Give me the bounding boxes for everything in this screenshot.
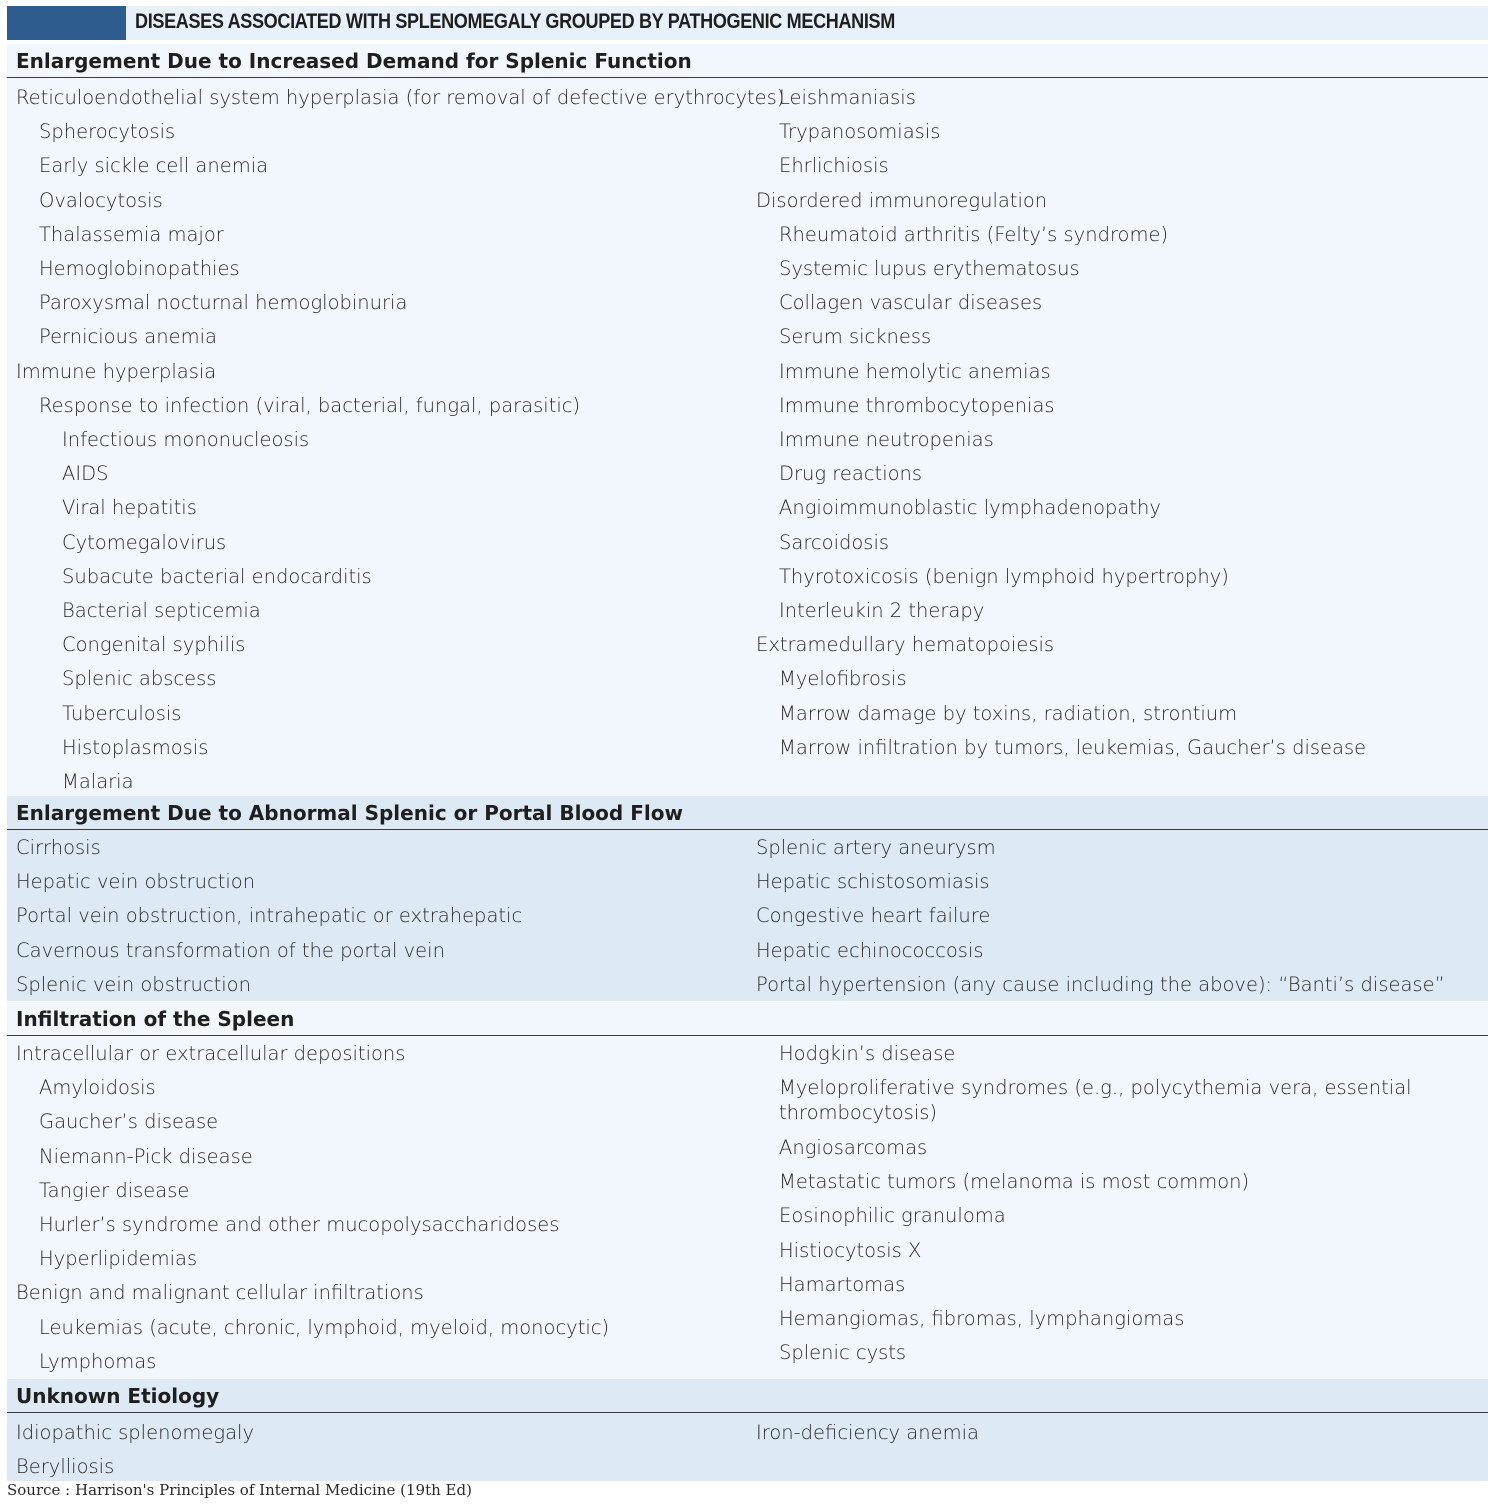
list-item: Serum sickness — [779, 325, 932, 349]
list-item: Immune neutropenias — [779, 428, 994, 451]
list-item: Metastatic tumors (melanoma is most common) — [779, 1170, 1250, 1194]
list-item: Response to infection (viral, bacterial, fungal, parasitic) — [39, 393, 581, 417]
list-item: Disordered immunoregulation — [756, 188, 1048, 212]
section-heading: Unknown Etiology — [16, 1384, 220, 1408]
list-item: Cavernous transformation of the portal vein — [16, 938, 445, 962]
list-item: Splenic artery aneurysm — [756, 836, 996, 859]
section-body-abnormal-flow — [7, 830, 1488, 1001]
list-item: Viral hepatitis — [62, 496, 197, 520]
list-item: Extramedullary hematopoiesis — [756, 633, 1055, 657]
section-heading: Enlargement Due to Abnormal Splenic or Portal Blood Flow — [16, 801, 683, 825]
list-item: Hyperlipidemias — [39, 1247, 198, 1271]
list-item: Benign and malignant cellular infiltrations — [16, 1281, 424, 1305]
section-body-unknown-etiology — [7, 1413, 1488, 1481]
table-title-bar — [7, 6, 1488, 40]
list-item: Leishmaniasis — [779, 86, 916, 109]
list-item: Amyloidosis — [39, 1076, 156, 1100]
list-item: Hemoglobinopathies — [39, 257, 240, 280]
list-item: Sarcoidosis — [779, 530, 890, 554]
list-item: Systemic lupus erythematosus — [779, 257, 1080, 280]
list-item: Niemann-Pick disease — [39, 1144, 253, 1168]
list-item: Ehrlichiosis — [779, 154, 889, 178]
list-item: Hodgkin’s disease — [779, 1042, 956, 1065]
title-accent-tab — [7, 6, 126, 40]
list-item: Interleukin 2 therapy — [779, 599, 985, 622]
list-item: Malaria — [62, 770, 134, 793]
list-item: Thyrotoxicosis (benign lymphoid hypertrophy) — [779, 564, 1229, 588]
list-item: Histiocytosis X — [779, 1238, 922, 1262]
list-item: Infectious mononucleosis — [62, 428, 310, 451]
list-item: Hepatic vein obstruction — [16, 870, 256, 894]
list-item: Hepatic schistosomiasis — [756, 870, 990, 894]
list-item: Portal vein obstruction, intrahepatic or extrahepatic — [16, 904, 523, 928]
list-item: Pernicious anemia — [39, 325, 217, 349]
list-item: Rheumatoid arthritis (Felty’s syndrome) — [779, 222, 1169, 246]
list-item: Spherocytosis — [39, 120, 176, 144]
list-item: Eosinophilic granuloma — [779, 1204, 1006, 1228]
list-item: Immune hemolytic anemias — [779, 359, 1051, 383]
list-item: Marrow damage by toxins, radiation, strontium — [779, 701, 1238, 725]
section-header-abnormal-flow — [7, 796, 1488, 830]
list-item: AIDS — [62, 462, 109, 486]
list-item: Drug reactions — [779, 462, 923, 486]
list-item: Lymphomas — [39, 1349, 157, 1373]
list-item: Tuberculosis — [62, 701, 182, 725]
list-item: Congenital syphilis — [62, 633, 246, 657]
list-item: Splenic abscess — [62, 667, 217, 691]
list-item: Immune hyperplasia — [16, 359, 217, 383]
list-item: Trypanosomiasis — [779, 120, 941, 144]
list-item: Hamartomas — [779, 1272, 906, 1296]
list-item: Ovalocytosis — [39, 188, 163, 212]
list-item: Congestive heart failure — [756, 904, 991, 928]
list-item: Hepatic echinococcosis — [756, 938, 984, 962]
list-item: Angioimmunoblastic lymphadenopathy — [779, 496, 1161, 520]
list-item: Reticuloendothelial system hyperplasia (for removal of defective erythrocytes) — [16, 86, 785, 109]
list-item: Early sickle cell anemia — [39, 154, 269, 178]
list-item: Immune thrombocytopenias — [779, 393, 1055, 417]
list-item: Bacterial septicemia — [62, 599, 261, 622]
list-item: Iron-deficiency anemia — [756, 1421, 979, 1444]
section-heading: Enlargement Due to Increased Demand for Splenic Function — [16, 49, 692, 73]
section-header-increased-demand — [7, 44, 1488, 78]
list-item: Hemangiomas, fibromas, lymphangiomas — [779, 1306, 1185, 1330]
list-item: Splenic vein obstruction — [16, 972, 251, 996]
section-body-infiltration — [7, 1036, 1488, 1379]
list-item: Thalassemia major — [39, 222, 224, 246]
list-item: Idiopathic splenomegaly — [16, 1421, 254, 1444]
section-heading: Infiltration of the Spleen — [16, 1007, 295, 1031]
list-item: Cytomegalovirus — [62, 530, 227, 554]
list-item: Paroxysmal nocturnal hemoglobinuria — [39, 291, 408, 315]
list-item: Myeloproliferative syndromes (e.g., polycythemia vera, essential thrombocytosis) — [779, 1076, 1412, 1125]
list-item: Angiosarcomas — [779, 1135, 928, 1159]
list-item: Collagen vascular diseases — [779, 291, 1043, 315]
list-item: Portal hypertension (any cause including the above): “Banti’s disease” — [756, 972, 1445, 996]
list-item: Tangier disease — [39, 1178, 190, 1202]
list-item: Intracellular or extracellular depositions — [16, 1042, 406, 1065]
list-item: Gaucher’s disease — [39, 1110, 219, 1134]
list-item: Hurler’s syndrome and other mucopolysaccharidoses — [39, 1213, 560, 1236]
section-header-infiltration — [7, 1002, 1488, 1036]
list-item: Splenic cysts — [779, 1341, 907, 1365]
list-item: Myelofibrosis — [779, 667, 907, 691]
section-header-unknown-etiology — [7, 1379, 1488, 1413]
section-body-increased-demand — [7, 78, 1488, 796]
list-item: Histoplasmosis — [62, 735, 209, 759]
table-title: DISEASES ASSOCIATED WITH SPLENOMEGALY GROUPED BY PATHOGENIC MECHANISM — [135, 10, 895, 33]
list-item: Berylliosis — [16, 1455, 115, 1479]
list-item: Marrow infiltration by tumors, leukemias, Gaucher’s disease — [779, 735, 1367, 759]
list-item: Cirrhosis — [16, 836, 101, 859]
list-item: Subacute bacterial endocarditis — [62, 564, 372, 588]
list-item: Leukemias (acute, chronic, lymphoid, myeloid, monocytic) — [39, 1315, 610, 1339]
source-citation: Source : Harrison's Principles of Internal Medicine (19th Ed) — [7, 1481, 472, 1499]
